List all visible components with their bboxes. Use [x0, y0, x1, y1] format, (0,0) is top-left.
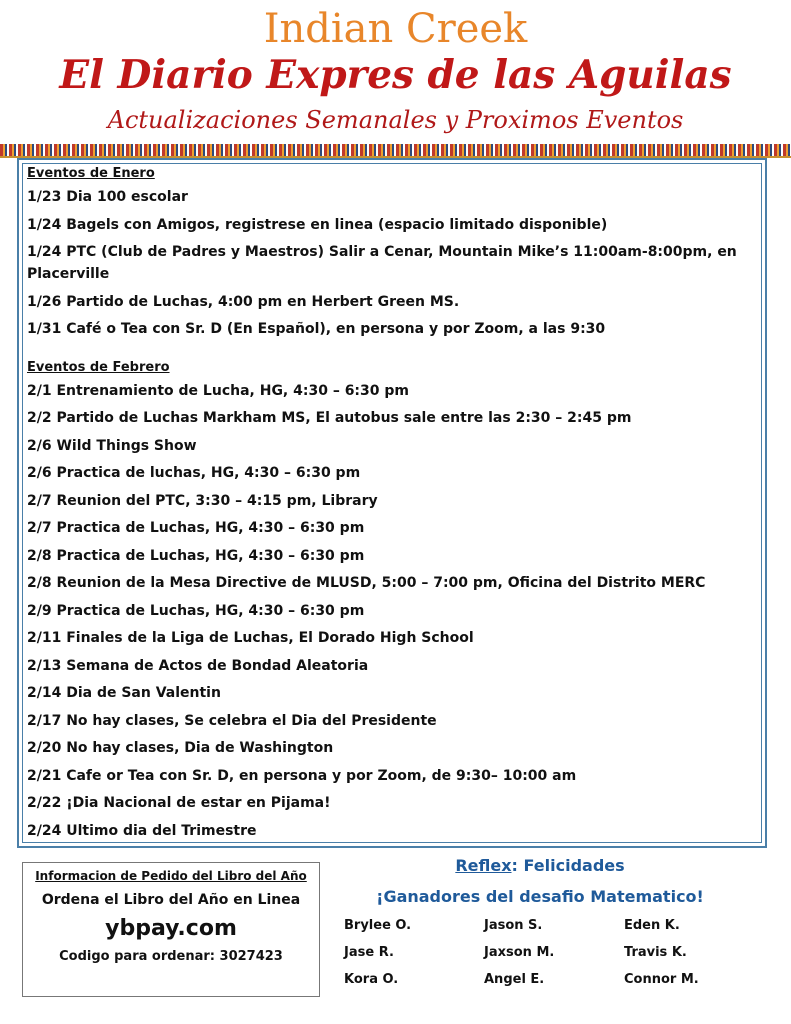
event-item: 1/31 Café o Tea con Sr. D (En Español), en persona y por Zoom, a las 9:30: [27, 321, 606, 337]
winners-title: ¡Ganadores del desafio Matematico!: [376, 887, 704, 906]
event-item: 1/24 Bagels con Amigos, registrese en linea (espacio limitado disponible): [27, 216, 608, 233]
event-item: 2/7 Reunion del PTC, 3:30 – 4:15 pm, Library: [27, 492, 378, 509]
winner-name: Angel E.: [484, 972, 545, 987]
event-item: 2/6 Wild Things Show: [27, 437, 197, 454]
yearbook-title: Informacion de Pedido del Libro del Año: [35, 869, 307, 883]
event-item: 2/21 Cafe or Tea con Sr. D, en persona y por Zoom, de 9:30– 10:00 am: [27, 767, 577, 784]
february-heading: Eventos de Febrero: [27, 359, 170, 375]
newsletter-subtitle: Actualizaciones Semanales y Proximos Eventos: [107, 106, 684, 134]
winner-name: Connor M.: [624, 972, 699, 987]
yearbook-code: Codigo para ordenar: 3027423: [59, 949, 283, 964]
reflex-heading: [340, 856, 740, 875]
event-item: 2/11 Finales de la Liga de Luchas, El Dorado High School: [27, 630, 474, 646]
event-item: 2/14 Dia de San Valentin: [27, 685, 221, 701]
yearbook-order-line: Ordena el Libro del Año en Linea: [41, 892, 301, 908]
events-content: [27, 162, 757, 847]
winner-name: Brylee O.: [344, 918, 412, 933]
reflex-text: : Felicidades: [511, 856, 625, 875]
events-box: [17, 158, 767, 848]
event-item: 1/26 Partido de Luchas, 4:00 pm en Herbert Green MS.: [27, 293, 460, 310]
event-item: 1/23 Dia 100 escolar: [27, 189, 188, 205]
event-item: 2/1 Entrenamiento de Lucha, HG, 4:30 – 6:30 pm: [27, 382, 409, 399]
event-item: 2/17 No hay clases, Se celebra el Dia del Presidente: [27, 712, 437, 729]
event-item: 2/6 Practica de luchas, HG, 4:30 – 6:30 pm: [27, 465, 361, 481]
yearbook-box: [22, 862, 320, 997]
school-name: Indian Creek: [263, 6, 528, 52]
yearbook-url: ybpay.com: [105, 916, 237, 941]
event-item: 2/24 Ultimo dia del Trimestre: [27, 822, 257, 839]
winner-name: Jaxson M.: [484, 945, 555, 960]
winner-name: Eden K.: [624, 918, 680, 933]
section-gap: [27, 346, 757, 356]
newsletter-title: El Diario Expres de las Aguilas: [59, 52, 732, 98]
winner-name: Travis K.: [624, 945, 687, 960]
reflex-label: Reflex: [455, 856, 512, 875]
winner-name: Jase R.: [344, 945, 394, 960]
decorative-stripe: [0, 144, 791, 156]
winner-name: Jason S.: [484, 918, 543, 933]
event-item: 2/20 No hay clases, Dia de Washington: [27, 740, 334, 756]
winners-grid: [344, 916, 764, 989]
event-item: 2/9 Practica de Luchas, HG, 4:30 – 6:30 pm: [27, 602, 365, 619]
event-item: 1/24 PTC (Club de Padres y Maestros) Salir a Cenar, Mountain Mike’s 11:00am-8:00pm, en Placerville: [27, 244, 737, 282]
event-item: 2/22 ¡Dia Nacional de estar en Pijama!: [27, 795, 331, 811]
event-item: 2/8 Practica de Luchas, HG, 4:30 – 6:30 pm: [27, 547, 365, 564]
event-item: 2/8 Reunion de la Mesa Directive de MLUSD, 5:00 – 7:00 pm, Oficina del Distrito MERC: [27, 575, 706, 591]
event-item: 2/13 Semana de Actos de Bondad Aleatoria: [27, 657, 369, 674]
event-item: 2/7 Practica de Luchas, HG, 4:30 – 6:30 pm: [27, 520, 365, 536]
event-item: 2/2 Partido de Luchas Markham MS, El autobus sale entre las 2:30 – 2:45 pm: [27, 410, 632, 426]
winner-name: Kora O.: [344, 972, 399, 987]
january-heading: Eventos de Enero: [27, 166, 155, 181]
